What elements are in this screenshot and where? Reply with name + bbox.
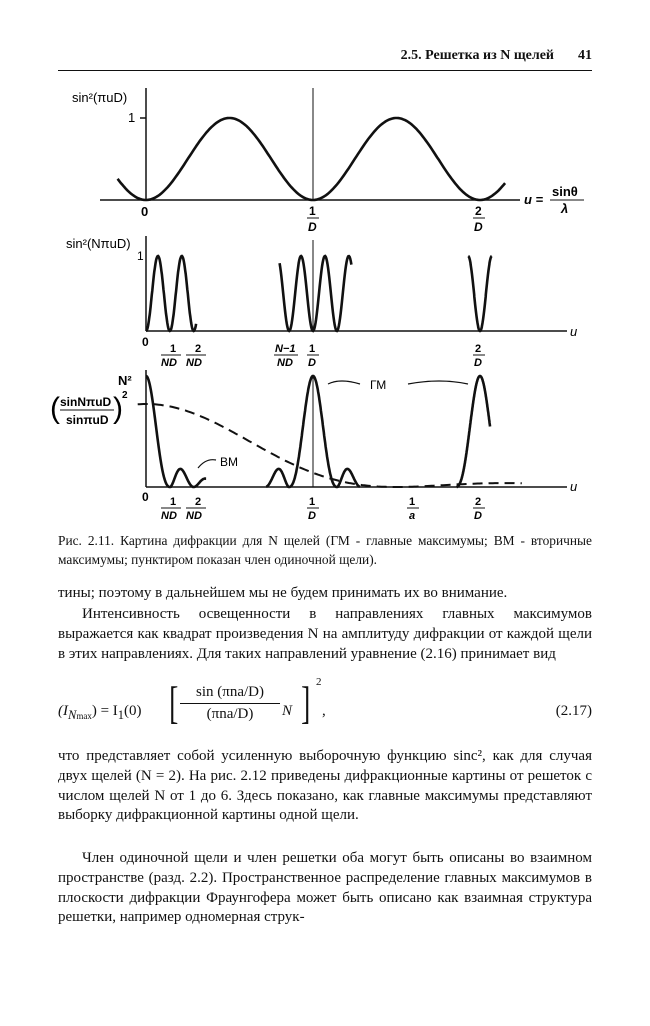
equation-denominator: (πna/D) [206,706,254,722]
vm-leader [198,460,216,468]
svg-text:λ: λ [561,201,569,216]
svg-text:sinNπuD: sinNπuD [60,395,112,409]
equation-fraction [180,684,280,723]
panel-2-ylabel: sin²(NπuD) [66,236,131,251]
svg-text:1: 1 [309,496,316,508]
svg-text:a: a [409,510,416,522]
vm-label: ВМ [220,455,238,469]
svg-text:ND: ND [161,357,177,369]
panel-3-xtick-2ND [186,496,206,522]
svg-text:2: 2 [475,204,482,218]
panel-2-xtick-0: 0 [142,335,149,349]
panel-1-ytick-label: 1 [128,110,136,125]
panel-2-curve [146,256,492,331]
panel-2-xlabel: u [570,324,578,339]
svg-text:ND: ND [277,357,293,369]
svg-text:D: D [474,220,483,234]
svg-text:ND: ND [161,510,177,522]
svg-text:D: D [474,357,482,369]
page-number: 41 [578,48,592,63]
equation-comma: , [322,703,326,719]
panel-1-xtick-2D [473,204,485,234]
panel-1 [100,88,520,200]
paragraph-1: тины; поэтому в дальнейшем мы не будем принимать их во внимание. [58,585,508,601]
svg-text:ND: ND [186,510,202,522]
svg-text:2: 2 [475,496,482,508]
svg-text:2: 2 [122,390,128,401]
panel-2 [146,236,567,331]
panel-3 [138,370,567,487]
svg-text:D: D [308,510,316,522]
panel-3-xtick-0: 0 [142,490,149,504]
svg-text:N−1: N−1 [275,343,296,355]
gm-leader-right [408,381,468,384]
panel-1-xlabel [524,184,584,216]
paragraph-2: Интенсивность освещенности в направлениях главных максимумов выражается как квадрат произведения N на амплитуду дифракции от каждой щели в этих направлениях. Для таких направлений уравнение (2.16) принимает вид [58,606,592,662]
equation-power: 2 [316,676,322,688]
svg-text:1: 1 [309,343,316,355]
gm-leader-left [328,381,360,384]
panel-1-xtick-0: 0 [141,204,149,219]
svg-text:2: 2 [195,343,202,355]
panel-1-ylabel: sin²(πuD) [72,90,128,105]
panel-2-xtick-N1ND [274,343,298,369]
header-title: 2.5. Решетка из N щелей [400,48,554,63]
svg-text:D: D [308,357,316,369]
equation-right-bracket: ] [301,677,311,728]
panel-3-ymax-label: N² [118,373,132,388]
panel-2-xtick-1ND [161,343,181,369]
panel-3-xtick-1ND [161,496,181,522]
svg-text:D: D [308,220,317,234]
equation-numerator: sin (πna/D) [180,684,280,704]
gm-label: ГМ [370,378,387,392]
panel-2-xtick-1D [307,343,319,369]
svg-text:sinθ: sinθ [552,184,578,199]
panel-3-xtick-1a [407,496,419,522]
paragraph-4: Член одиночной щели и член решетки оба могут быть описаны во взаимном пространстве (разд. 2.2). Пространственное распределение главных максимумов в плоскости дифракции Фраунгофера может быть описано как взаимная структура решетки, например одномерная струк- [58,850,592,926]
svg-text:1: 1 [170,343,177,355]
svg-text:2: 2 [475,343,482,355]
svg-text:1: 1 [409,496,416,508]
equation-2-17 [58,676,592,736]
paragraph-3: что представляет собой усиленную выборочную функцию sinc², как для случая двух щелей (N = 2). На рис. 2.12 приведены дифракционные картины от решеток с числом щелей N от 1 до 6. Здесь показано, как главные максимумы представляют выборку дифракционной картины одной щели. [58,748,592,824]
panel-3-ylabel [50,390,128,427]
svg-text:2: 2 [195,496,202,508]
equation-factor: N [282,703,293,719]
equation-lhs: $(I_{Nmax}) = I_1(0)$ [58,703,142,722]
svg-text:sinπuD: sinπuD [66,413,109,427]
panel-2-xtick-2D [473,343,485,369]
figure-caption: Рис. 2.11. Картина дифракции для N щелей (ГМ - главные максимумы; ВМ - вторичные максимумы; пунктиром показан член одиночной щели). [58,533,592,567]
svg-text:1: 1 [170,496,177,508]
svg-text:ND: ND [186,357,202,369]
svg-text:1: 1 [309,204,316,218]
equation-left-bracket: [ [169,677,179,728]
panel-3-xtick-1D [307,496,319,522]
panel-3-xtick-2D [473,496,485,522]
equation-number: (2.17) [555,703,592,719]
panel-2-xtick-2ND [186,343,206,369]
panel-1-curve [118,118,506,200]
panel-3-xlabel: u [570,479,578,494]
panel-1-xtick-1D [307,204,319,234]
panel-2-ytick-label: 1 [137,249,144,263]
svg-text:D: D [474,510,482,522]
svg-text:(: ( [50,392,60,425]
svg-text:u =: u = [524,192,544,207]
svg-text:): ) [113,392,123,425]
panel-3-grating-curve [146,376,490,487]
